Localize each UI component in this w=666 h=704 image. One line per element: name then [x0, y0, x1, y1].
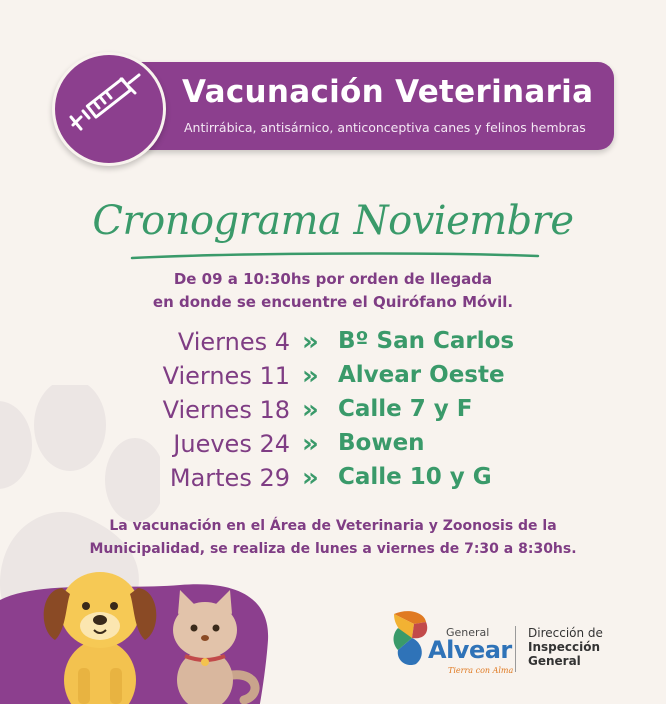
logo-alvear: Alvear	[428, 636, 512, 664]
schedule-row	[0, 328, 666, 362]
schedule-day: Martes 29	[169, 464, 290, 492]
dept-line-3: General	[528, 654, 581, 668]
double-chevron-icon: »	[302, 361, 319, 391]
schedule-place: Bowen	[338, 430, 425, 456]
intro-line-1: De 09 a 10:30hs por orden de llegada	[173, 270, 493, 288]
schedule-place: Bº San Carlos	[338, 328, 515, 354]
header-banner	[120, 62, 614, 150]
schedule-place: Alvear Oeste	[338, 362, 505, 388]
schedule-day: Viernes 11	[162, 362, 290, 390]
syringe-badge	[52, 52, 166, 166]
dept-line-2: Inspección	[528, 640, 601, 654]
schedule-place: Calle 10 y G	[338, 464, 492, 490]
schedule-row	[0, 362, 666, 396]
dept-line-1: Dirección de	[528, 626, 603, 640]
page-title: Vacunación Veterinaria	[182, 74, 594, 110]
logo-general: General	[446, 626, 490, 639]
logo-tagline: Tierra con Alma	[448, 666, 514, 675]
schedule-heading: Cronograma Noviembre	[92, 198, 574, 244]
schedule-intro	[0, 268, 666, 314]
general-alvear-emblem-icon	[388, 608, 430, 668]
schedule-place: Calle 7 y F	[338, 396, 473, 422]
schedule-row	[0, 464, 666, 498]
pets-illustration	[0, 560, 300, 704]
logo-divider	[515, 626, 516, 672]
double-chevron-icon: »	[302, 463, 319, 493]
double-chevron-icon: »	[302, 327, 319, 357]
intro-line-2: en donde se encuentre el Quirófano Móvil.	[152, 293, 514, 311]
double-chevron-icon: »	[302, 395, 319, 425]
schedule-day: Viernes 18	[162, 396, 290, 424]
footer-note	[0, 515, 666, 561]
double-chevron-icon: »	[302, 429, 319, 459]
footer-line-2: Municipalidad, se realiza de lunes a viernes de 7:30 a 8:30hs.	[89, 541, 577, 557]
schedule-row	[0, 396, 666, 430]
municipality-logo	[388, 604, 658, 684]
footer-line-1: La vacunación en el Área de Veterinaria y Zoonosis de la	[109, 518, 557, 534]
schedule-list	[0, 328, 666, 498]
schedule-day: Jueves 24	[173, 430, 290, 458]
heading-underline	[130, 250, 540, 262]
syringe-icon	[69, 73, 145, 143]
page-subtitle: Antirrábica, antisárnico, anticonceptiva canes y felinos hembras	[184, 120, 586, 135]
schedule-row	[0, 430, 666, 464]
schedule-day: Viernes 4	[177, 328, 290, 356]
